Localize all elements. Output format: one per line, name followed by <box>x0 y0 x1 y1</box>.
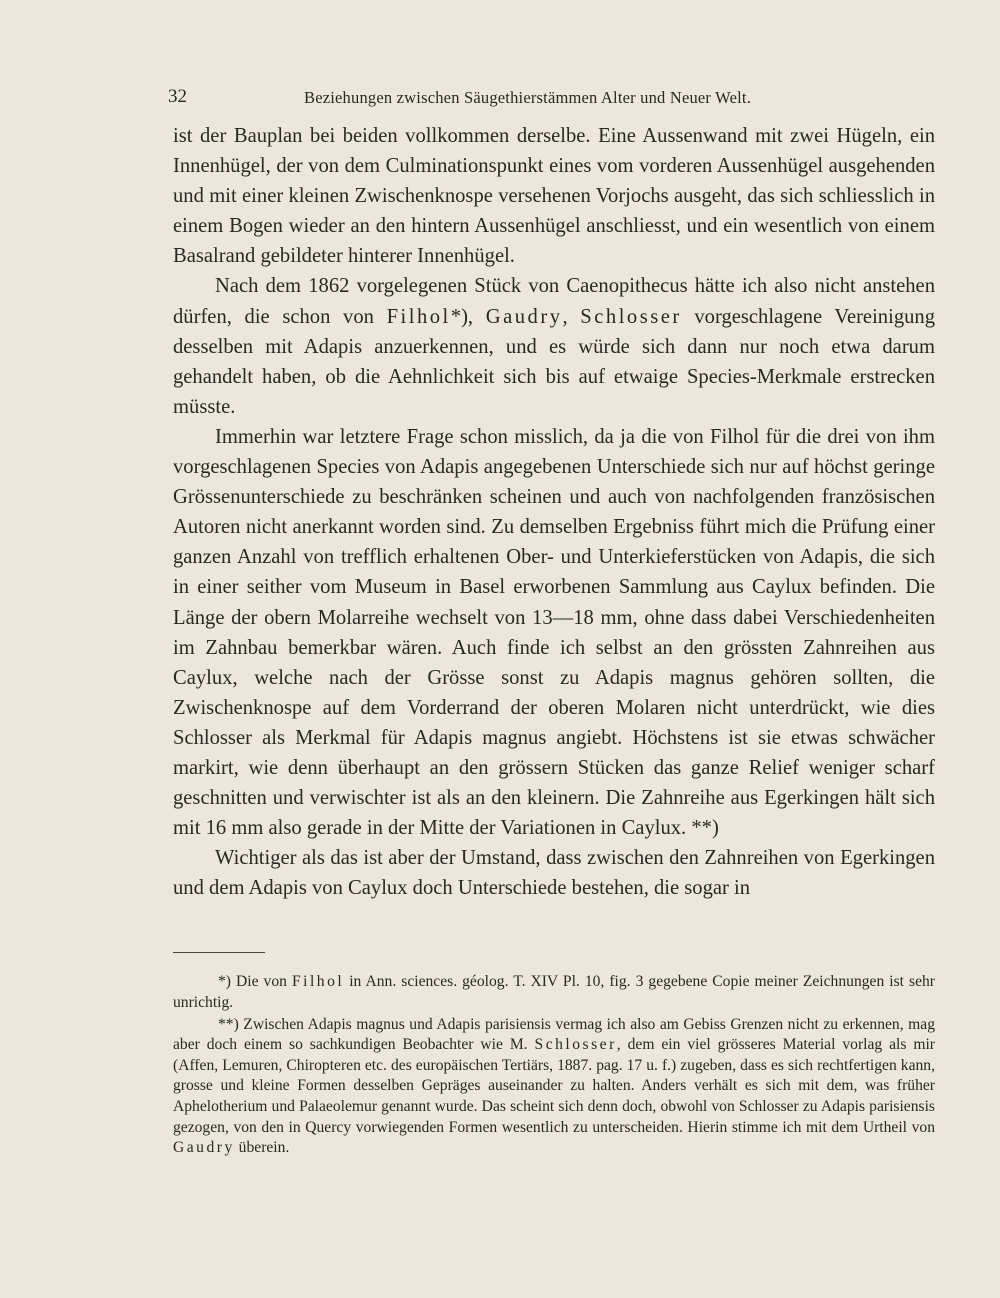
paragraph-3: Immerhin war letztere Frage schon misslich, da ja die von Filhol für die drei von ihm vorgeschlagenen Species von Adapis angegebenen Unterschiede sich nur auf höchst geringe Grössenunterschiede zu beschränken scheinen und auch von nachfolgenden französischen Autoren nicht anerkannt worden sind. Zu demselben Ergebniss führt mich die Prüfung einer ganzen Anzahl von trefflich erhaltenen Ober- und Unterkieferstücken von Adapis, die sich in einer seither vom Museum in Basel erworbenen Sammlung aus Caylux befinden. Die Länge der obern Molarreihe wechselt von 13—18 mm, ohne dass dabei Verschiedenheiten im Zahnbau bemerkbar wären. Auch finde ich selbst an den grössten Zahnreihen aus Caylux, welche nach der Grösse sonst zu Adapis magnus gehören sollten, die Zwischenknospe auf dem Vorderrand der oberen Molaren nicht unterdrückt, wie dies Schlosser als Merkmal für Adapis magnus angiebt. Höchstens ist sie etwas schwächer markirt, wie denn überhaupt an den grössern Stücken das ganze Relief weniger scharf geschnitten und verwischter ist als an den kleinern. Die Zahnreihe aus Egerkingen hält sich mit 16 mm also gerade in der Mitte der Variationen in Caylux. **) <box>173 425 935 840</box>
paragraph-2-text-d: vorgeschlagene Vereinigung desselben mit Adapis anzuerkennen, und es würde sich dann nur noch etwa darum gehandelt haben, ob die Aehnlichkeit sich bis auf etwaige Species-Merkmale erstrecken müsste. <box>173 305 936 418</box>
page-header <box>168 86 938 112</box>
footnote-2-author-gaudry: Gaudry <box>173 1139 235 1157</box>
author-name-schlosser: Schlosser <box>580 305 682 328</box>
footnote-2-author-schlosser: Schlosser <box>534 1036 617 1054</box>
footnote-1-text-b: in Ann. sciences. géolog. T. XIV Pl. 10, fig. 3 gegebene Copie meiner Zeichnungen ist sehr unrichtig. <box>173 973 935 1011</box>
main-text <box>173 121 935 903</box>
footnote-1-author-filhol: Filhol <box>291 973 345 990</box>
footnote-2-text-b: , dem ein viel grösseres Material vorlag als mir (Affen, Lemuren, Chiropteren etc. des europäischen Tertiärs, 1887. pag. 17 u. f.) zugeben, dass es sich rechtfertigen kann, grosse und kleine Formen desselben Gepräges auseinander zu halten. Anders verhält es sich mit dem, was früher Aphelotherium und Palaeolemur genannt wurde. Das scheint sich denn doch, obwohl von Schlosser zu Adapis parisiensis gezogen, von den in Quercy vorwiegenden Formen wesentlich zu unterscheiden. Hierin stimme ich mit dem Urtheil von <box>173 1036 936 1136</box>
page-number: 32 <box>168 86 187 107</box>
footnote-2-text-c: überein. <box>234 1139 290 1157</box>
paragraph-2-text-c: , <box>562 305 581 328</box>
footnote-ref-1: *), <box>450 305 486 328</box>
footnote-2-text-a: **) Zwischen Adapis magnus und Adapis parisiensis vermag ich also am Gebiss Grenzen nicht zu erkennen, mag aber doch einem so sachkundigen Beobachter wie M. <box>173 1015 935 1054</box>
author-name-gaudry: Gaudry <box>485 305 563 328</box>
paragraph-1: ist der Bauplan bei beiden vollkommen derselbe. Eine Aussenwand mit zwei Hügeln, ein Innenhügel, der von dem Culminationspunkt eines vom vorderen Aussenhügel ausgehenden und mit einer kleinen Zwischenknospe versehenen Vorjochs ausgeht, das sich schliesslich in einem Bogen wieder an den hintern Aussenhügel anschliesst, und ein wesentlich von einem Basalrand gebildeter hinterer Innenhügel. <box>173 125 935 268</box>
paragraph-4: Wichtiger als das ist aber der Umstand, dass zwischen den Zahnreihen von Egerkingen und dem Adapis von Caylux doch Unterschiede bestehen, die sogar in <box>173 847 935 900</box>
running-title: Beziehungen zwischen Säugethierstämmen Alter und Neuer Welt. <box>304 88 752 107</box>
author-name-filhol: Filhol <box>386 305 451 328</box>
footnotes <box>173 972 935 1160</box>
footnote-separator <box>173 952 265 953</box>
footnote-1 <box>173 972 935 1013</box>
paragraph-2 <box>173 271 935 421</box>
footnote-2 <box>173 1015 935 1159</box>
footnote-1-text-a: *) Die von <box>218 973 292 990</box>
paragraph-2-text-a: Nach dem 1862 vorgelegenen Stück von Caenopithecus hätte ich also nicht anstehen dürfen, die schon von <box>173 275 935 328</box>
